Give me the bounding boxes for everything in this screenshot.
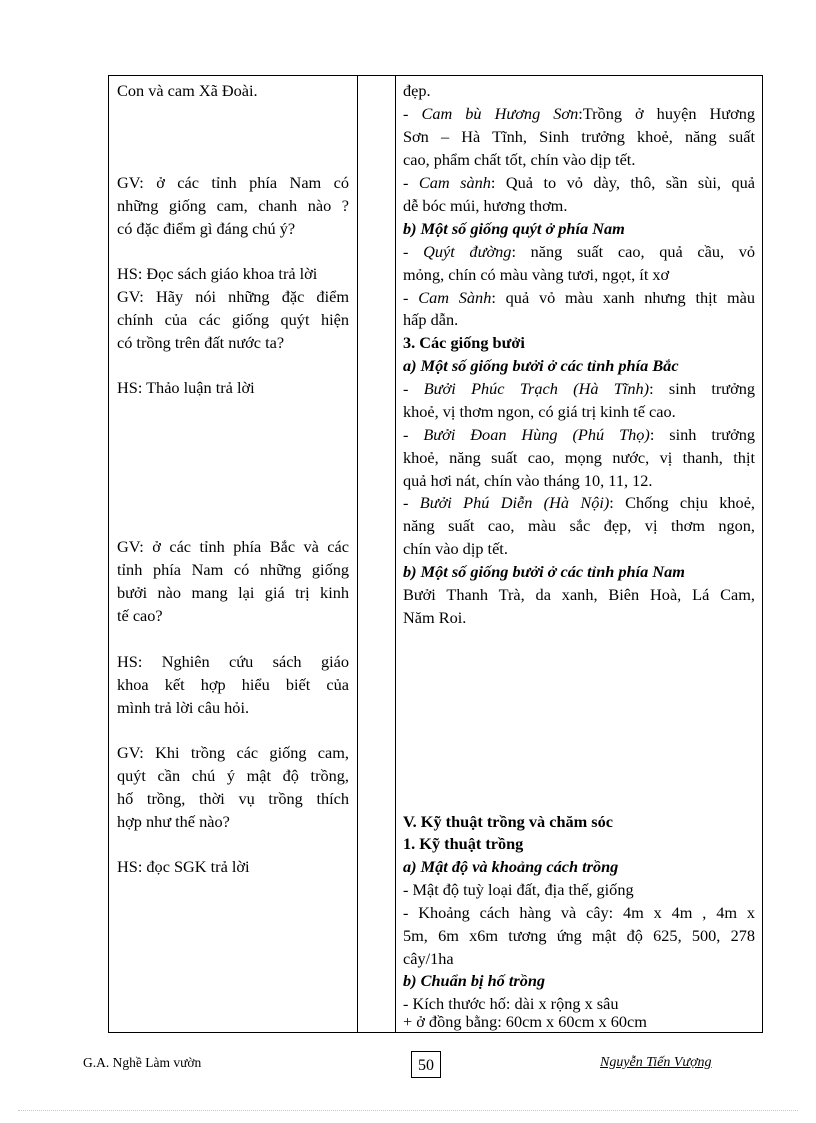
right-line: - Khoảng cách hàng và cây: 4m x 4m , 4m x <box>403 903 755 922</box>
right-line: Năm Roi. <box>403 608 467 627</box>
variety-name: Bưởi Phú Diễn (Hà Nội) <box>419 493 610 512</box>
right-line: mỏng, chín có màu vàng tươi, ngọt, ít xơ <box>403 265 670 284</box>
variety-name: Cam bù Hương Sơn <box>421 104 579 123</box>
left-line: hố trồng, thời vụ trồng thích <box>117 789 349 808</box>
page-divider <box>18 1110 798 1111</box>
left-line: GV: ở các tỉnh phía Bắc và các <box>117 537 349 556</box>
variety-name: Cam sành <box>418 173 491 192</box>
variety-name: Quýt đường <box>423 242 512 261</box>
subheading: b) Một số giống quýt ở phía Nam <box>403 219 625 238</box>
middle-column <box>358 76 396 1032</box>
left-line: bưởi nào mang lại giá trị kinh <box>117 583 349 602</box>
variety-name: Cam Sành <box>418 288 492 307</box>
right-line: Sơn – Hà Tĩnh, Sinh trưởng khoẻ, năng suất <box>403 127 755 146</box>
subheading: b) Một số giống bưởi ở các tỉnh phía Nam <box>403 562 685 581</box>
page-number: 50 <box>411 1051 441 1078</box>
left-line: HS: Đọc sách giáo khoa trả lời <box>117 264 318 283</box>
section-heading: 1. Kỹ thuật trồng <box>403 834 524 853</box>
left-line: tỉnh phía Nam có những giống <box>117 560 349 579</box>
left-line: hợp như thế nào? <box>117 812 230 831</box>
variety-line: - Bưởi Đoan Hùng (Phú Thọ): sinh trưởng <box>403 425 755 444</box>
left-line: Con và cam Xã Đoài. <box>117 81 258 100</box>
right-line: 5m, 6m x6m tương ứng mật độ 625, 500, 278 <box>403 926 755 945</box>
left-line: GV: Khi trồng các giống cam, <box>117 743 349 762</box>
right-line: đẹp. <box>403 81 431 100</box>
right-line: năng suất cao, màu sắc đẹp, vị thơm ngon, <box>403 516 755 535</box>
left-line: GV: Hãy nói những đặc điểm <box>117 287 349 306</box>
left-line: những giống cam, chanh nào ? <box>117 196 349 215</box>
subheading: b) Chuẩn bị hố trồng <box>403 971 546 990</box>
left-line: có trồng trên đất nước ta? <box>117 333 285 352</box>
variety-line: - Cam bù Hương Sơn:Trồng ở huyện Hương <box>403 104 755 123</box>
right-line: chín vào dịp tết. <box>403 539 508 558</box>
variety-name: Bưởi Phúc Trạch (Hà Tĩnh) <box>423 379 650 398</box>
left-line: GV: ở các tỉnh phía Nam có <box>117 173 349 192</box>
left-line: tế cao? <box>117 606 163 625</box>
right-line: quả hơi nát, chín vào tháng 10, 11, 12. <box>403 471 653 490</box>
section-heading: 3. Các giống bưởi <box>403 333 525 352</box>
variety-line: - Quýt đường: năng suất cao, quả cầu, vỏ <box>403 242 756 261</box>
content-column <box>396 76 762 1032</box>
left-line: có đặc điểm gì đáng chú ý? <box>117 219 296 238</box>
left-line: quýt cần chú ý mật độ trồng, <box>117 766 349 785</box>
variety-line: - Bưởi Phú Diễn (Hà Nội): Chống chịu khoẻ, <box>403 493 755 512</box>
right-line: + ở đồng bằng: 60cm x 60cm x 60cm <box>403 1012 647 1031</box>
variety-line: - Bưởi Phúc Trạch (Hà Tĩnh): sinh trưởng <box>403 379 756 398</box>
right-line: cao, phẩm chất tốt, chín vào dịp tết. <box>403 150 636 169</box>
right-line: dễ bóc múi, hương thơm. <box>403 196 568 215</box>
variety-line: - Cam Sành: quả vỏ màu xanh nhưng thịt màu <box>403 288 755 307</box>
content-table <box>108 75 763 1033</box>
section-heading: V. Kỹ thuật trồng và chăm sóc <box>403 812 614 831</box>
right-line: cây/1ha <box>403 949 454 968</box>
right-line: - Mật độ tuỳ loại đất, địa thế, giống <box>403 880 634 899</box>
right-line: hấp dẫn. <box>403 310 459 329</box>
variety-name: Bưởi Đoan Hùng (Phú Thọ) <box>423 425 650 444</box>
right-line: khoẻ, năng suất cao, mọng nước, vị thanh, thịt <box>403 448 755 467</box>
subheading: a) Một số giống bưởi ở các tỉnh phía Bắc <box>403 356 679 375</box>
subheading: a) Mật độ và khoảng cách trồng <box>403 857 619 876</box>
left-line: mình trả lời câu hỏi. <box>117 698 250 717</box>
right-line: - Kích thước hố: dài x rộng x sâu <box>403 994 619 1013</box>
footer-author: Nguyễn Tiến Vượng <box>600 1055 712 1070</box>
right-line: Bưởi Thanh Trà, da xanh, Biên Hoà, Lá Cam, <box>403 585 755 604</box>
left-line: khoa kết hợp hiểu biết của <box>117 675 349 694</box>
left-line: HS: Thảo luận trả lời <box>117 378 255 397</box>
left-line: chính của các giống quýt hiện <box>117 310 349 329</box>
left-line: HS: đọc SGK trả lời <box>117 857 250 876</box>
teacher-student-column <box>109 76 358 1032</box>
footer-course-title: G.A. Nghề Làm vườn <box>83 1055 202 1070</box>
right-line: khoẻ, vị thơm ngon, có giá trị kinh tế cao. <box>403 402 676 421</box>
variety-line: - Cam sành: Quả to vỏ dày, thô, sần sùi, quả <box>403 173 755 192</box>
left-line: HS: Nghiên cứu sách giáo <box>117 652 349 671</box>
